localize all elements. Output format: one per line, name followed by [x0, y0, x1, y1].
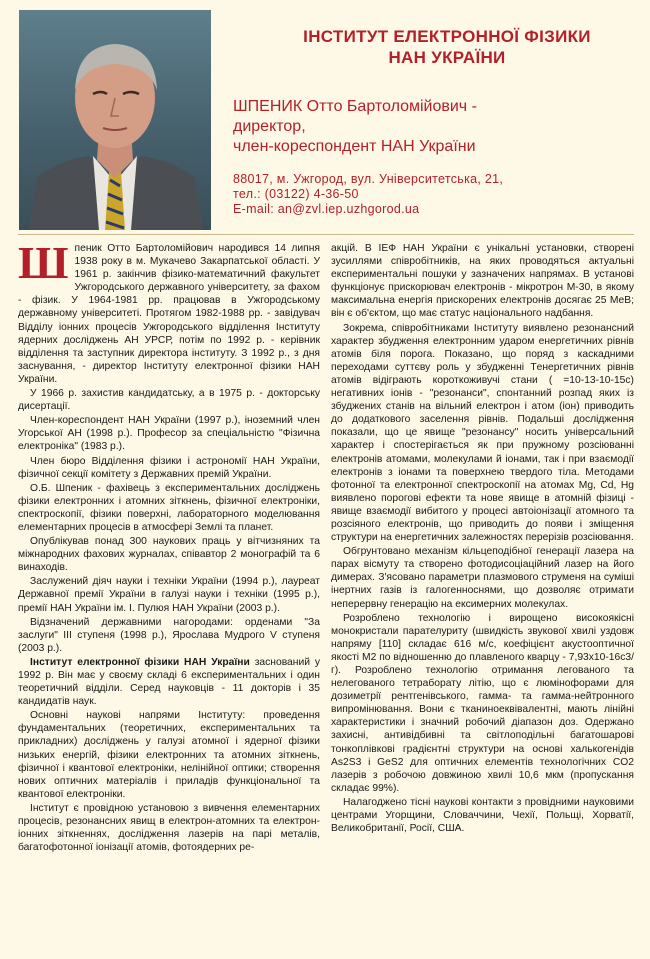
biography-paragraph-1-text: пеник Отто Бартоломійович народився 14 липня 1938 року в м. Мукачево Закарпатської області. У 1961 р. закінчив фізико-математичний факультет Ужгородського державного університету, за фахом - фізик. У 1964-1981 рр. працював в Ужгородському державному університеті. Протягом 1982-1988 рр. - завідувач Відділу іонних процесів Ужгородського відділення Інституту ядерних досліджень АН УРСР, потім по 1992 р. - керівник відділення та заступник директора інституту. З 1992 р., з дня заснування, - директор Інституту електронної фізики НАН України. [18, 243, 320, 385]
director-position: директор, [233, 118, 306, 135]
research-paragraph-4: Розроблено технологію і вирощено високоякісні монокристали парателуриту (швидкість звукової хвилі уздовж напряму [110] складає 616 м/с, коефіцієнт акустооптичної якості M2 по відношенню до плавленого кварцу - 7,93x10-16с3/г). Розроблено технологію отримання легованого та нелегованого тетраборату літію, що є люмінофорами для дозиметрії рентгенівського, гамма- та гамма-нейтронного випромінювання. Вони є тканиноеквівалентні, мають лінійні характеристики і значний робочий діапазон доз. Одержано захисні, антивідбивні та світлоподільні багатошарові тонкоплівкові градієнтні структури на основі халькогенідів As2S3 і GeS2 для оптичних елементів технологічних CO2 лазерів з робочою довжиною хвилі 10,6 мкм (пропускання складає 99%). [331, 612, 634, 794]
institute-paragraph-2: Основні наукові напрями Інституту: проведення фундаментальних (теоретичних, експериментальних та прикладних) досліджень у галузі атомної і ядерної фізики низьких енергій, фізики електронних та атомних зіткнень, фізичної і квантової електроніки, нелінійної оптики; створення нових оптичних матеріалів і приладів функціональної та квантової електроніки. [18, 710, 320, 800]
institute-paragraph-1 [18, 656, 320, 708]
research-paragraph-3: Обгрунтовано механізм кільцеподібної генерації лазера на парах вісмуту та створено фотодисоціаційний лазер на його димерах. З'ясовано параметри плазмового струменя на суміші інертних газів із галогенноcнями, що дозволяє отримати неперервну генерацію на ексимерних молекулах. [331, 546, 634, 610]
header-divider [18, 234, 634, 235]
phone-number: тел.: (03122) 4-36-50 [233, 187, 359, 201]
biography-paragraph-4: Член бюро Відділення фізики і астрономії НАН України, фізичної секції комітету з Державних премій України. [18, 455, 320, 480]
institute-title-line1: ІНСТИТУТ ЕЛЕКТРОННОЇ ФІЗИКИ [303, 27, 591, 46]
biography-paragraph-5: О.Б. Шпеник - фахівець з експериментальних досліджень фізики електронних і атомних зіткнень, фізичної електроніки, спектроскопії, фізики поверхні, лабораторного моделювання елементарних процесів в атмосфері Землі та планет. [18, 482, 320, 533]
research-paragraph-5: Налагоджено тісні наукові контакти з провідними науковими центрами Угорщини, Словаччини, Чехії, Польщі, Хорватії, Великобританії, Росії, США. [331, 796, 634, 835]
director-rank: член-кореспондент НАН України [233, 138, 476, 155]
director-portrait-photo [19, 10, 211, 230]
director-name: ШПЕНИК Отто Бартоломійович - [233, 98, 477, 115]
drop-cap-letter: Ш [18, 237, 69, 288]
institute-title-line2: НАН УКРАЇНИ [388, 48, 506, 67]
director-name-block [233, 97, 633, 157]
portrait-illustration [19, 10, 211, 230]
institute-paragraph-1-text: заснований у 1992 р. Він має у своєму складі 6 експериментальних і один теоретичний відділи. Серед науковців - 11 докторів і 35 кандидатів наук. [18, 656, 320, 708]
biography-paragraph-2: У 1966 р. захистив кандидатську, а в 1975 р. - докторську дисертації. [18, 388, 320, 413]
email-address: E-mail: an@zvl.iep.uzhgorod.ua [233, 202, 420, 216]
right-text-column [331, 242, 634, 836]
contact-block [233, 172, 633, 217]
institute-name-bold: Інститут електронної фізики НАН України [30, 656, 250, 668]
research-paragraph-2: Зокрема, співробітниками Інституту виявлено резонансний характер збудження електронним ударом енергетичних рівнів атомів біля порога. Показано, що поряд з каскадними переходами суттєву роль у збудженні Tенергетичних рівнів атомів відіграють короткоживучі стани ( =10-13-10-15с) негативних іонів - "резонанси", спонтанний розпад яких із збуджених станів на вільний електрон і атом (іон) приводить до додаткового заселення рівнів. Подальші дослідження показали, що це явище "резонансу" носить універсальний характер і спостерігається як при пружному розсіюванні електронів атомами, молекулами й іонами, так і при взаємодії електронів з іонами та поверхнею твердого тіла. Методами фотонної та електронної спектроскопії на атомах Mg, Cd, Hg виявлено порогові ефекти та нове явище в атомній фізиці - явище взаємодії вибитого у процесі автоіонізації атомного та розсіяного електронів, що приводить до появи і зміщення структури на енергетичних залежностях перерізів розсіювання. [331, 322, 634, 544]
biography-paragraph-1 [18, 237, 320, 386]
research-paragraph-1: акцій. В ІЕФ НАН України є унікальні установки, створені зусиллями співробітників, на яких проводяться актуальні експериментальні пошуки у зазначених напрямах. В установі функціонує прискорювач електронів - мікротрон М-30, в якому максимальна енергія прискорених електронів досягає 25 МеВ; він є об'єктом, що має статус національного надбання. [331, 243, 634, 320]
institute-title [262, 26, 632, 68]
left-text-column [18, 237, 320, 855]
biography-paragraph-3: Член-кореспондент НАН України (1997 р.), іноземний член Угорської АН (1998 р.). Професор за спеціальністю "Фізична електроніка" (1983 р.). [18, 415, 320, 453]
biography-paragraph-8: Відзначений державними нагородами: орденами "За заслуги" III ступеня (1998 р.), Ярослава Мудрого V ступеня (2003 р.). [18, 616, 320, 654]
biography-paragraph-7: Заслужений діяч науки і техніки України (1994 р.), лауреат Державної премії України в галузі науки і техніки (1995 р.), премії НАН України ім. І. Пулюя НАН України (2003 р.). [18, 576, 320, 614]
biography-paragraph-6: Опублікував понад 300 наукових праць у вітчизняних та міжнародних фахових журналах, співавтор 2 монографій та 6 винаходів. [18, 536, 320, 574]
postal-address: 88017, м. Ужгород, вул. Університетська, 21, [233, 172, 504, 186]
institute-paragraph-3: Інститут є провідною установою з вивчення елементарних процесів, резонансних явищ в електрон-атомних та електрон-іонних зіткненнях, дослідження лазерів на парі металів, багатофотонної іонізації атомів, фотоядерних ре- [18, 802, 320, 854]
